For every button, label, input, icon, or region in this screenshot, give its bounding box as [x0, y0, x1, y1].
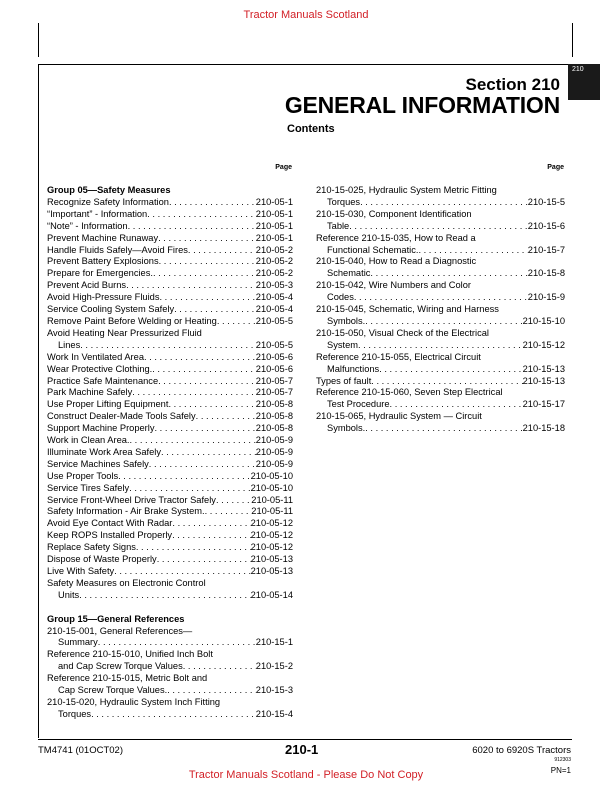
footer-model-range: 6020 to 6920S Tractors [472, 745, 571, 756]
toc-leader-dots [149, 459, 256, 471]
toc-leader-dots [379, 364, 522, 376]
toc-leader-dots [128, 221, 256, 233]
toc-entry-title-line: Reference 210-15-035, How to Read a [316, 232, 476, 243]
toc-entry-title: Dispose of Waste Properly [47, 554, 157, 565]
toc-entry-title: “Note” - Information [47, 220, 128, 231]
toc-entry-title-line: 210-15-040, How to Read a Diagnostic [316, 256, 477, 267]
footer-page-number: 210-1 [285, 742, 319, 757]
toc-entry-title: Prepare for Emergencies. [47, 268, 153, 279]
toc-entry [316, 292, 565, 304]
toc-entry-page: 210-05-12 [250, 518, 293, 529]
toc-leader-dots [169, 197, 256, 209]
toc-leader-dots [172, 518, 250, 530]
toc-group-heading: Group 05—Safety Measures [47, 185, 171, 195]
toc-entry [47, 304, 293, 316]
toc-entry [316, 423, 565, 435]
page-column-header-left: Page [275, 164, 292, 171]
section-tab-label: 210 [572, 66, 584, 73]
toc-entry [47, 292, 293, 304]
toc-entry-page: 210-15-18 [522, 423, 565, 434]
toc-entry-title-line: 210-15-001, General References— [47, 625, 193, 636]
toc-entry-title: Cap Screw Torque Values. [58, 685, 168, 696]
toc-entry-title: Malfunctions [327, 363, 380, 374]
toc-entry-title: Live With Safety [47, 566, 115, 576]
toc-entry-page: 210-05-7 [255, 375, 293, 386]
toc-entry-title: Types of fault [316, 375, 372, 386]
toc-entry [47, 340, 293, 352]
toc-entry-page: 210-05-8 [255, 411, 293, 422]
toc-entry [47, 197, 293, 209]
toc-entry-page: 210-05-2 [255, 256, 293, 267]
toc-entry-title: Keep ROPS Installed Properly [47, 530, 173, 541]
toc-entry-title-line: Avoid Heating Near Pressurized Fluid [47, 327, 202, 338]
toc-leader-dots [114, 566, 250, 578]
toc-leader-dots [98, 637, 256, 649]
toc-entry [316, 364, 565, 376]
crop-line-top-right [572, 23, 573, 57]
toc-entry-title-line: 210-15-030, Component Identification [316, 208, 472, 219]
toc-entry [47, 411, 293, 423]
toc-leader-dots [349, 221, 528, 233]
toc-leader-dots [188, 245, 256, 257]
toc-entry-page: 210-05-6 [255, 351, 293, 362]
toc-entry-title: Replace Safety Signs [47, 542, 136, 553]
toc-entry-page: 210-05-5 [255, 339, 293, 350]
toc-entry-title: Torques [58, 708, 92, 719]
toc-entry-page: 210-05-1 [255, 220, 293, 231]
toc-leader-dots [153, 268, 256, 280]
contents-heading: Contents [287, 123, 335, 135]
toc-entry-title-line: 210-15-025, Hydraulic System Metric Fitting [316, 185, 497, 195]
toc-entry-title: Service Front-Wheel Drive Tractor Safely [47, 494, 216, 505]
toc-entry-page: 210-05-14 [250, 589, 293, 600]
toc-entry-page: 210-15-12 [522, 339, 565, 350]
page-title: GENERAL INFORMATION [284, 92, 560, 118]
toc-entry [47, 364, 293, 376]
toc-entry-title-line: Safety Measures on Electronic Control [47, 577, 206, 588]
toc-entry [47, 352, 293, 364]
toc-entry-page: 210-05-6 [255, 363, 293, 374]
toc-entry [47, 256, 293, 268]
toc-entry [47, 530, 293, 542]
toc-entry-title-line: Reference 210-15-060, Seven Step Electrical [316, 387, 503, 398]
toc-leader-dots [172, 530, 251, 542]
toc-leader-dots [79, 590, 250, 602]
toc-entry [47, 590, 293, 602]
toc-entry-page: 210-05-11 [251, 506, 293, 517]
toc-entry [47, 495, 293, 507]
footer-rule [38, 739, 572, 740]
toc-leader-dots [155, 423, 256, 435]
toc-entry-page: 210-15-3 [255, 685, 293, 696]
toc-entry [316, 245, 565, 257]
toc-entry-title-line: 210-15-020, Hydraulic System Inch Fitting [47, 696, 221, 707]
toc-entry-title-line: Reference 210-15-010, Unified Inch Bolt [47, 649, 213, 660]
toc-leader-dots [159, 292, 255, 304]
toc-entry-title: Service Cooling System Safely [47, 304, 175, 315]
toc-entry-page: 210-05-12 [250, 530, 293, 541]
toc-entry [316, 221, 565, 233]
toc-leader-dots [168, 399, 255, 411]
toc-entry-page: 210-05-3 [255, 280, 293, 291]
toc-entry-page: 210-05-9 [255, 435, 293, 446]
toc-entry-title: and Cap Screw Torque Values [58, 661, 183, 672]
toc-leader-dots [418, 245, 527, 257]
toc-entry-title-line: 210-15-042, Wire Numbers and Color [316, 280, 472, 291]
toc-entry [47, 376, 293, 388]
toc-column-left [47, 185, 293, 721]
toc-entry [47, 542, 293, 554]
toc-entry-page: 210-05-10 [250, 470, 293, 481]
toc-entry-page: 210-05-8 [255, 423, 293, 434]
toc-entry-title: Functional Schematic. [327, 244, 419, 255]
toc-leader-dots [129, 483, 250, 495]
toc-leader-dots [371, 376, 522, 388]
toc-leader-dots [157, 554, 251, 566]
toc-entry-page: 210-05-1 [255, 208, 293, 219]
toc-leader-dots [167, 685, 256, 697]
page-frame-left [38, 64, 39, 738]
toc-entry-page: 210-05-2 [255, 244, 293, 255]
footer-code: 912303 [554, 757, 571, 763]
toc-leader-dots [91, 709, 256, 721]
toc-entry-page: 210-05-12 [250, 542, 293, 553]
toc-leader-dots [370, 268, 527, 280]
toc-entry-title: Remove Paint Before Welding or Heating [47, 315, 217, 326]
toc-entry-title: Wear Protective Clothing. [47, 363, 153, 374]
toc-entry-title: Avoid Eye Contact With Radar [47, 518, 173, 529]
toc-entry [47, 268, 293, 280]
toc-entry [47, 554, 293, 566]
toc-entry [316, 316, 565, 328]
toc-entry-title-line: 210-15-045, Schematic, Wiring and Harness [316, 304, 499, 315]
toc-entry [47, 209, 293, 221]
toc-entry-page: 210-05-4 [255, 304, 293, 315]
toc-entry-page: 210-15-17 [522, 399, 565, 410]
toc-entry [47, 399, 293, 411]
toc-entry [47, 280, 293, 292]
toc-entry-page: 210-15-8 [527, 268, 565, 279]
toc-entry-page: 210-05-4 [255, 292, 293, 303]
toc-entry-title: “Important” - Information [47, 208, 148, 219]
toc-entry-title: Work in Clean Area. [47, 435, 130, 446]
toc-entry [47, 387, 293, 399]
toc-entry [316, 340, 565, 352]
footer-pn: PN=1 [550, 766, 571, 775]
toc-entry-page: 210-15-2 [255, 661, 293, 672]
toc-entry [47, 471, 293, 483]
toc-entry-title: Service Tires Safely [47, 482, 130, 493]
toc-entry [47, 221, 293, 233]
toc-entry-title: Construct Dealer-Made Tools Safely [47, 411, 196, 422]
toc-entry [316, 197, 565, 209]
toc-entry-page: 210-05-10 [250, 482, 293, 493]
toc-leader-dots [132, 387, 256, 399]
toc-entry-title: Recognize Safety Information [47, 196, 169, 207]
toc-entry-title: Avoid High-Pressure Fluids [47, 292, 160, 303]
toc-entry-page: 210-15-13 [522, 375, 565, 386]
toc-entry-title: Practice Safe Maintenance [47, 375, 159, 386]
toc-leader-dots [365, 423, 522, 435]
toc-entry-page: 210-15-5 [527, 196, 565, 207]
toc-leader-dots [217, 316, 256, 328]
toc-entry [47, 459, 293, 471]
toc-entry-title-line: 210-15-065, Hydraulic System — Circuit [316, 411, 482, 422]
toc-entry-title: Summary [58, 637, 98, 648]
toc-entry-page: 210-15-10 [522, 315, 565, 326]
toc-entry-title: Test Procedure [327, 399, 390, 410]
toc-entry [47, 423, 293, 435]
toc-entry-page: 210-05-7 [255, 387, 293, 398]
toc-entry-page: 210-05-9 [255, 458, 293, 469]
toc-entry-title: Schematic [327, 268, 371, 279]
toc-leader-dots [80, 340, 256, 352]
toc-leader-dots [158, 233, 256, 245]
toc-leader-dots [144, 352, 256, 364]
toc-entry-page: 210-15-7 [527, 244, 565, 255]
toc-entry-page: 210-05-9 [255, 446, 293, 457]
section-title: Section 210 [465, 75, 560, 94]
toc-entry-page: 210-05-13 [250, 554, 293, 565]
toc-leader-dots [130, 435, 256, 447]
toc-leader-dots [152, 364, 256, 376]
toc-leader-dots [365, 316, 522, 328]
toc-leader-dots [174, 304, 256, 316]
crop-line-top-left [38, 23, 39, 57]
toc-entry-page: 210-05-5 [255, 315, 293, 326]
toc-entry-title-line: Reference 210-15-055, Electrical Circuit [316, 351, 481, 362]
toc-leader-dots [118, 471, 250, 483]
toc-entry-title: Service Machines Safely [47, 458, 149, 469]
toc-entry-title: Use Proper Tools [47, 470, 119, 481]
toc-entry [316, 399, 565, 411]
toc-entry [47, 483, 293, 495]
toc-leader-dots [159, 256, 256, 268]
toc-entry-title: Support Machine Properly [47, 423, 155, 434]
toc-entry [47, 518, 293, 530]
toc-entry-page: 210-15-9 [527, 292, 565, 303]
toc-entry-page: 210-05-13 [250, 566, 293, 576]
toc-entry [47, 661, 293, 673]
toc-entry-title: Torques [327, 196, 361, 207]
toc-entry [316, 268, 565, 280]
toc-entry [47, 709, 293, 721]
toc-leader-dots [126, 280, 256, 292]
toc-leader-dots [390, 399, 523, 411]
toc-entry [47, 447, 293, 459]
toc-entry-title-line: Reference 210-15-015, Metric Bolt and [47, 673, 208, 684]
toc-entry [47, 685, 293, 697]
toc-entry-title: Illuminate Work Area Safely [47, 446, 162, 457]
toc-entry [47, 637, 293, 649]
toc-leader-dots [158, 376, 256, 388]
toc-entry-title: Use Proper Lifting Equipment [47, 399, 169, 410]
toc-entry [47, 316, 293, 328]
toc-leader-dots [147, 209, 256, 221]
toc-leader-dots [136, 542, 251, 554]
toc-group-heading: Group 15—General References [47, 613, 185, 624]
toc-entry-page: 210-15-1 [255, 637, 293, 648]
page-frame-top [38, 64, 568, 65]
toc-entry-title: Codes [327, 292, 354, 303]
toc-spacer [47, 602, 293, 614]
toc-entry-page: 210-15-6 [527, 220, 565, 231]
toc-entry-page: 210-05-1 [255, 196, 293, 207]
toc-entry-title: Symbols. [327, 315, 366, 326]
toc-entry-title: Prevent Acid Burns [47, 280, 127, 291]
toc-entry-title: Work In Ventilated Area [47, 351, 144, 362]
toc-entry-title: Prevent Machine Runaway [47, 232, 159, 243]
toc-entry-title: Table [327, 220, 350, 231]
toc-entry [47, 566, 293, 578]
toc-entry [316, 376, 565, 388]
watermark-bottom: Tractor Manuals Scotland - Please Do Not Copy [188, 769, 424, 781]
toc-entry [47, 233, 293, 245]
page-column-header-right: Page [547, 164, 564, 171]
toc-entry-title: Prevent Battery Explosions [47, 256, 159, 267]
toc-entry-page: 210-05-2 [255, 268, 293, 279]
toc-entry-title: Safety Information - Air Brake System. [47, 506, 205, 517]
toc-entry-title: Lines [58, 339, 81, 350]
toc-leader-dots [196, 411, 256, 423]
toc-entry [47, 245, 293, 257]
toc-entry-title: Handle Fluids Safely—Avoid Fires [47, 244, 188, 255]
toc-entry-title: Symbols. [327, 423, 366, 434]
toc-entry-page: 210-15-4 [255, 708, 293, 719]
footer-manual-id: TM4741 (01OCT02) [38, 745, 124, 756]
toc-entry-page: 210-15-13 [522, 363, 565, 374]
toc-column-right [316, 185, 565, 435]
toc-entry-title: Park Machine Safely [47, 387, 133, 398]
watermark-top: Tractor Manuals Scotland [243, 9, 369, 21]
toc-leader-dots [358, 340, 523, 352]
toc-entry [47, 435, 293, 447]
toc-entry-title: System [327, 339, 358, 350]
toc-entry-page: 210-05-1 [255, 232, 293, 243]
toc-entry-title: Units [58, 589, 80, 600]
toc-entry-page: 210-05-8 [255, 399, 293, 410]
toc-leader-dots [216, 495, 251, 507]
toc-leader-dots [205, 506, 252, 518]
toc-leader-dots [161, 447, 256, 459]
toc-entry-title-line: 210-15-050, Visual Check of the Electrical [316, 327, 489, 338]
toc-leader-dots [354, 292, 528, 304]
toc-leader-dots [360, 197, 528, 209]
toc-leader-dots [183, 661, 256, 673]
toc-entry-page: 210-05-11 [251, 494, 293, 505]
toc-entry [47, 506, 293, 518]
